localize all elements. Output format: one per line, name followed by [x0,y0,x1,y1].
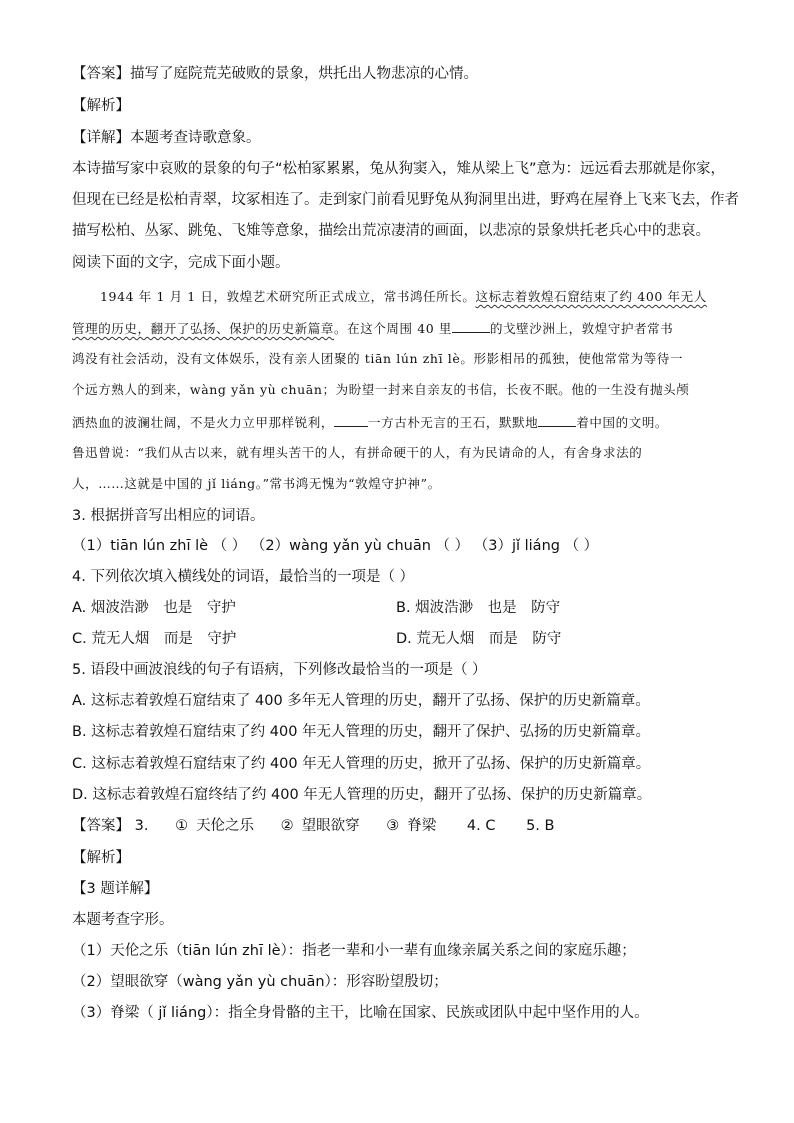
passage-text: 。在这个周围 40 里 [334,321,452,336]
passage-line-7: 人，……这就是中国的 jǐ liáng。”常书鸿无愧为“敦煌守护神”。 [72,476,441,491]
fill-blank-2 [334,412,368,427]
answer-line [72,64,478,84]
passage-line-2 [72,318,673,339]
analysis-tag: 【解析】 [72,98,130,114]
passage-text: 洒热血的波澜壮阔，不是火力立甲那样锐利， [72,415,335,430]
question-4-option-b: B. 烟波浩渺 也是 防守 [396,600,561,616]
question-3-items: （1）tiān lún zhī lè （ ） （2）wàng yǎn yù chuān （ ） （3）jǐ liáng （ ） [72,538,599,554]
answer-3-word-2: 望眼欲穿 [301,818,360,834]
circled-2: ② [280,818,294,834]
answer-4: 4. C [466,818,496,834]
detail-line [72,128,261,148]
question-5-option-d: D. 这标志着敦煌石窟终结了约 400 年无人管理的历史，翻开了弘扬、保护的历史新篇章。 [72,787,652,803]
detail-item-1: （1）天伦之乐（tiān lún zhī lè）：指老一辈和小一辈有血缘亲属关系之间的家庭乐趣； [72,943,636,959]
wavy-sentence-part-2: 管理的历史，翻开了弘扬、保护的历史新篇章 [72,321,335,336]
passage-text: 着中国的文明。 [576,415,669,430]
passage-text: 1944 年 1 月 1 日，敦煌艺术研究所正式成立，常书鸿任所长。 [100,289,476,304]
explanation-line-3: 描写松柏、丛冢、跳兔、飞雉等意象，描绘出荒凉凄清的画面，以悲凉的景象烘托老兵心中的悲哀。 [72,223,710,239]
fill-blank-1 [452,318,490,333]
explanation-line-2: 但现在已经是松柏青翠，坟冢相连了。走到家门前看见野兔从狗洞里出进，野鸡在屋脊上飞来飞去，作者 [72,192,739,208]
detail-item-2: （2）望眼欲穿（wàng yǎn yù chuān）：形容盼望殷切； [72,974,448,990]
answer-3-word-1: 天伦之乐 [196,818,255,834]
circled-3: ③ [386,818,400,834]
passage-line-5 [72,412,668,433]
question-5-option-a: A. 这标志着敦煌石窟结束了 400 多年无人管理的历史，翻开了弘扬、保护的历史新篇章。 [72,693,650,709]
passage-text: 的戈壁沙洲上，敦煌守护者常书 [489,321,674,336]
question-4-option-d: D. 荒无人烟 而是 防守 [396,631,562,647]
question-3-detail-text: 本题考查字形。 [72,912,174,928]
question-3: 3. 根据拼音写出相应的词语。 [72,508,265,524]
circled-1: ① [175,818,189,834]
explanation-line-1: 本诗描写家中哀败的景象的句子“松柏冢累累，兔从狗窦入，雉从梁上飞”意为：远远看去那就是你家， [72,161,726,177]
passage-line-1 [100,287,707,307]
passage-line-6: 鲁迅曾说：“我们从古以来，就有埋头苦干的人，有拼命硬干的人，有为民请命的人，有舍身求法的 [72,445,643,460]
passage-line-4: 个远方熟人的到来，wàng yǎn yù chuān；为盼望一封来自亲友的书信，长夜不眠。他的一生没有抛头颅 [72,382,690,397]
question-4: 4. 下列依次填入横线处的词语，最恰当的一项是（ ） [72,569,415,585]
answer-text: 描写了庭院荒芜破败的景象，烘托出人物悲凉的心情。 [130,66,478,82]
question-5: 5. 语段中画波浪线的句子有语病，下列修改最恰当的一项是（ ） [72,662,487,678]
answers-tag: 【答案】 [72,818,130,834]
answer-3-number: 3. [134,818,149,834]
question-5-option-c: C. 这标志着敦煌石窟结束了约 400 年无人管理的历史，掀开了弘扬、保护的历史新篇章。 [72,756,651,772]
detail-tag: 【详解】 [72,130,130,146]
passage-text: 一方古朴无言的王石，默默地 [368,415,539,430]
question-4-option-c: C. 荒无人烟 而是 守护 [72,631,237,647]
question-3-detail-tag: 【3 题详解】 [72,881,159,897]
question-5-option-b: B. 这标志着敦煌石窟结束了约 400 年无人管理的历史，翻开了保护、弘扬的历史新篇章。 [72,724,651,740]
reading-intro: 阅读下面的文字，完成下面小题。 [72,255,290,271]
detail-item-3: （3）脊梁（ jǐ liáng）：指全身骨骼的主干，比喻在国家、民族或团队中起中坚作用的人。 [72,1005,649,1021]
question-4-option-a: A. 烟波浩渺 也是 守护 [72,600,236,616]
answer-3-word-3: 脊梁 [407,818,437,834]
detail-text: 本题考查诗歌意象。 [130,130,261,146]
passage-line-3: 鸿没有社会活动，没有文体娱乐，没有亲人团聚的 tiān lún zhī lè。形影相吊的孤独，使他常常为等待一 [72,351,684,366]
fill-blank-3 [538,412,576,427]
answer-5: 5. B [526,818,555,834]
answers-line [72,816,554,836]
answer-tag: 【答案】 [72,66,130,82]
answers-analysis-tag: 【解析】 [72,850,130,866]
wavy-sentence-part-1: 这标志着敦煌石窟结束了约 400 年无人 [475,289,707,304]
